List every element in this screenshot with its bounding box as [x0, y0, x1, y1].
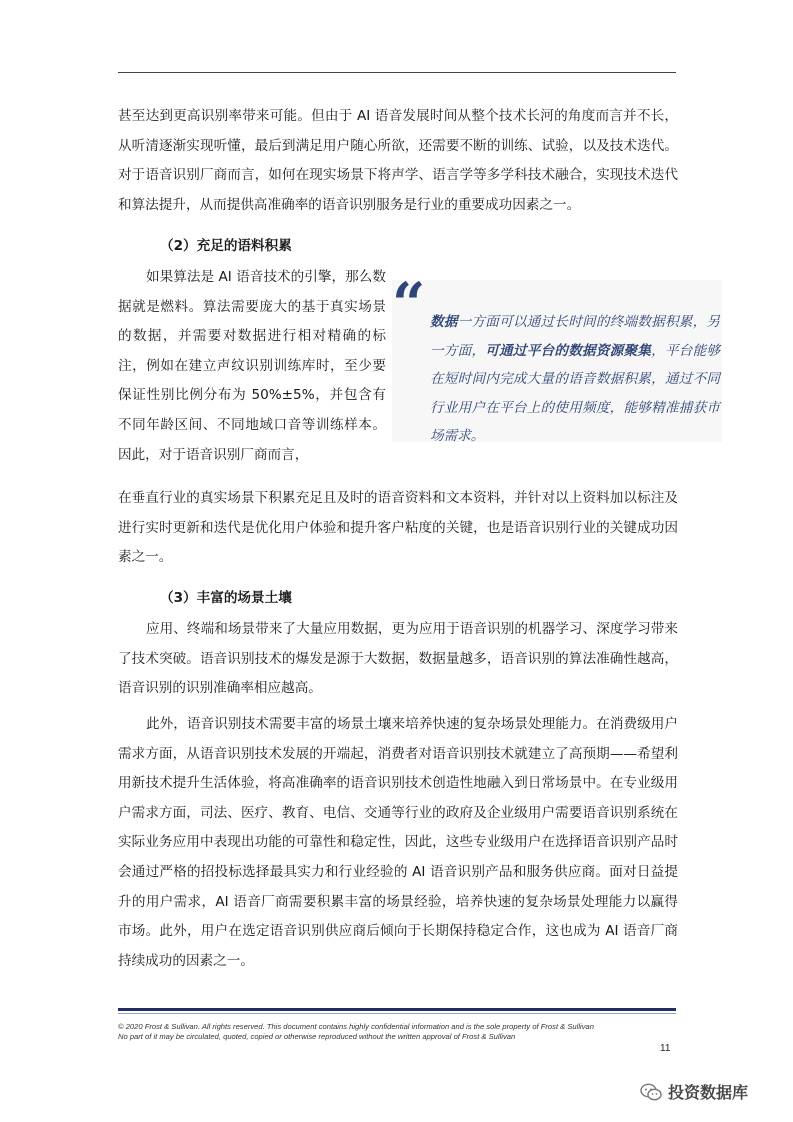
- copyright-line-1: © 2020 Frost & Sullivan. All rights reserved. This document contains highly confidential information and is the sole property of Frost & Sullivan: [118, 1022, 594, 1031]
- callout-text-1: 一方面可以通过长时间的终端数据积累，另一方面，: [430, 314, 720, 359]
- callout-text-2: ，平台能够在短时间内完成大量的语音数据积累，通过不同行业用户在平台上的使用频度，能够精准捕获市场需求。: [430, 342, 720, 445]
- footer-rule-navy: [118, 1008, 676, 1011]
- paragraph-3b: 此外，语音识别技术需要丰富的场景土壤来培养快速的复杂场景处理能力。在消费级用户需求方面，从语音识别技术发展的开端起，消费者对语音识别技术就建立了高预期——希望利用新技术提升生活体验，将高准确率的语音识别技术创造性地融入到日常场景中。在专业级用户需求方面，司法、医疗、教育、电信、交通等行业的政府及企业级用户需要语音识别系统在实际业务应用中表现出功能的可靠性和稳定性，因此，这些专业级用户在选择语音识别产品时会通过严格的招投标选择最具实力和行业经验的 AI 语音识别产品和服务供应商。面对日益提升的用户需求，AI 语音厂商需要积累丰富的场景经验，培养快速的复杂场景处理能力以赢得市场。此外，用户在选定语音识别供应商后倾向于长期保持稳定合作，这也成为 AI 语音厂商持续成功的因素之一。: [118, 716, 678, 969]
- copyright-line-2: No part of it may be circulated, quoted, copied or otherwise reproduced without the written approval of Frost & Sullivan: [118, 1032, 516, 1041]
- watermark-label: 投资数据库: [668, 1083, 749, 1102]
- copyright-notice: [118, 1022, 678, 1042]
- paragraph-2-full: 在垂直行业的真实场景下积累充足且及时的语音资料和文本资料，并针对以上资料加以标注及进行实时更新和迭代是优化用户体验和提升客户粘度的关键，也是语音识别行业的关键成功因素之一。: [118, 490, 678, 566]
- paragraph-continued: 甚至达到更高识别率带来可能。但由于 AI 语音发展时间从整个技术长河的角度而言并不长，从听清逐渐实现听懂，最后到满足用户随心所欲，还需要不断的训练、试验，以及技术迭代。对于语音识别厂商而言，如何在现实场景下将声学、语言学等多学科技术融合，实现技术迭代和算法提升，从而提供高准确率的语音识别服务是行业的重要成功因素之一。: [118, 108, 678, 213]
- callout-box: [392, 270, 722, 445]
- watermark: [640, 1080, 748, 1103]
- wechat-icon: [640, 1083, 662, 1101]
- section-heading-2: （2）充足的语料积累: [160, 238, 292, 254]
- callout-bold-2: 可通过平台的数据资源聚集: [485, 342, 652, 359]
- page-number: 11: [660, 1043, 671, 1054]
- quote-mark-icon: “: [392, 270, 426, 338]
- paragraph-3a: 应用、终端和场景带来了大量应用数据，更为应用于语音识别的机器学习、深度学习带来了技术突破。语音识别技术的爆发是源于大数据，数据量越多，语音识别的算法准确性越高，语音识别的识别准确率相应越高。: [118, 621, 678, 697]
- callout-bold-1: 数据: [430, 314, 458, 330]
- header-rule: [118, 72, 676, 73]
- callout-text: [430, 308, 720, 451]
- paragraph-2-left: 如果算法是 AI 语音技术的引擎，那么数据就是燃料。算法需要庞大的基于真实场景的数据，并需要对数据进行相对精确的标注，例如在建立声纹识别训练库时，至少要保证性别比例分布为 50%±5%，并包含有不同年龄区间、不同地域口音等训练样本。因此，对于语音识别厂商而言，: [118, 269, 386, 463]
- footer-rule-grey: [118, 1013, 676, 1014]
- section-heading-3: （3）丰富的场景土壤: [160, 590, 292, 606]
